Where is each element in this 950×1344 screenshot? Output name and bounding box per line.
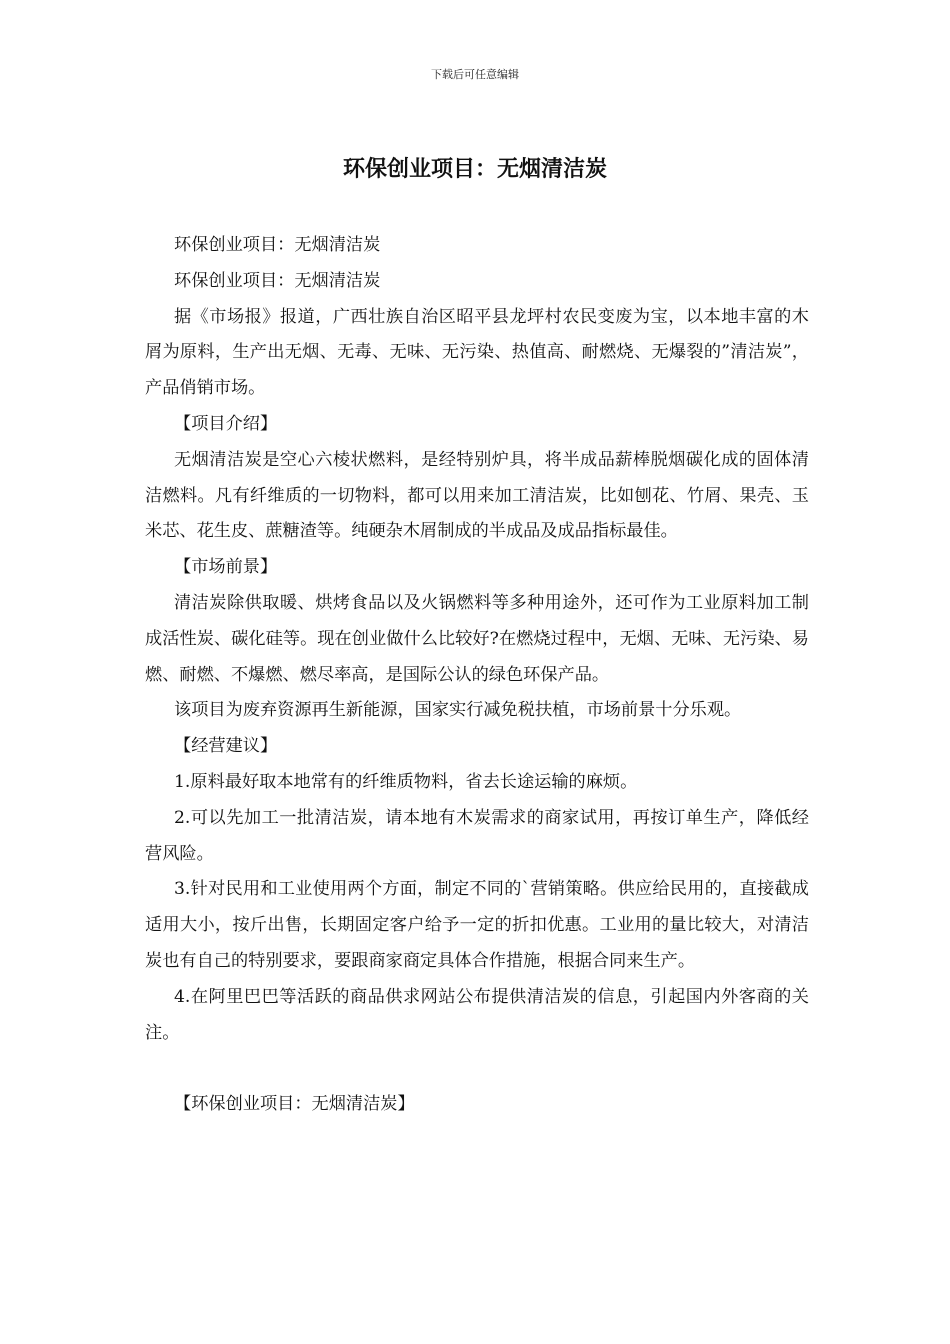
closing-title: 【环保创业项目：无烟清洁炭】 [174, 1094, 415, 1115]
list-item: 2.可以先加工一批清洁炭，请本地有木炭需求的商家试用，再按订单生产，降低经营风险。 [145, 807, 809, 864]
paragraph: 该项目为废弃资源再生新能源，国家实行减免税扶植，市场前景十分乐观。 [174, 700, 742, 721]
section-heading-market-outlook: 【市场前景】 [174, 557, 278, 578]
list-item: 3.针对民用和工业使用两个方面，制定不同的`营销策略。供应给民用的，直接截成适用大小，按斤出售，长期固定客户给予一定的折扣优惠。工业用的量比较大，对清洁炭也有自己的特别要求，要跟商家商定具体合作措施，根据合同来生产。 [145, 879, 809, 971]
paragraph: 清洁炭除供取暖、烘烤食品以及火锅燃料等多种用途外，还可作为工业原料加工制成活性炭、碳化硅等。现在创业做什么比较好?在燃烧过程中，无烟、无味、无污染、易燃、耐燃、不爆燃、燃尽率高，是国际公认的绿色环保产品。 [145, 592, 809, 685]
list-item: 4.在阿里巴巴等活跃的商品供求网站公布提供清洁炭的信息，引起国内外客商的关注。 [145, 986, 809, 1043]
section-heading-project-intro: 【项目介绍】 [174, 413, 278, 434]
list-item: 1.原料最好取本地常有的纤维质物料，省去长途运输的麻烦。 [174, 771, 638, 792]
section-heading-business-advice: 【经营建议】 [174, 736, 278, 757]
paragraph: 据《市场报》报道，广西壮族自治区昭平县龙坪村农民变废为宝，以本地丰富的木屑为原料，生产出无烟、无毒、无味、无污染、热值高、耐燃烧、无爆裂的”清洁炭”，产品俏销市场。 [145, 306, 809, 399]
header-note: 下载后可任意编辑 [431, 68, 519, 81]
document-body [145, 228, 809, 1123]
document-title: 环保创业项目：无烟清洁炭 [342, 157, 607, 182]
paragraph: 无烟清洁炭是空心六棱状燃料，是经特别炉具，将半成品薪棒脱烟碳化成的固体清洁燃料。凡有纤维质的一切物料，都可以用来加工清洁炭，比如刨花、竹屑、果壳、玉米芯、花生皮、蔗糖渣等。纯硬杂木屑制成的半成品及成品指标最佳。 [145, 449, 809, 542]
paragraph: 环保创业项目：无烟清洁炭 [174, 235, 381, 255]
paragraph: 环保创业项目：无烟清洁炭 [174, 270, 381, 291]
